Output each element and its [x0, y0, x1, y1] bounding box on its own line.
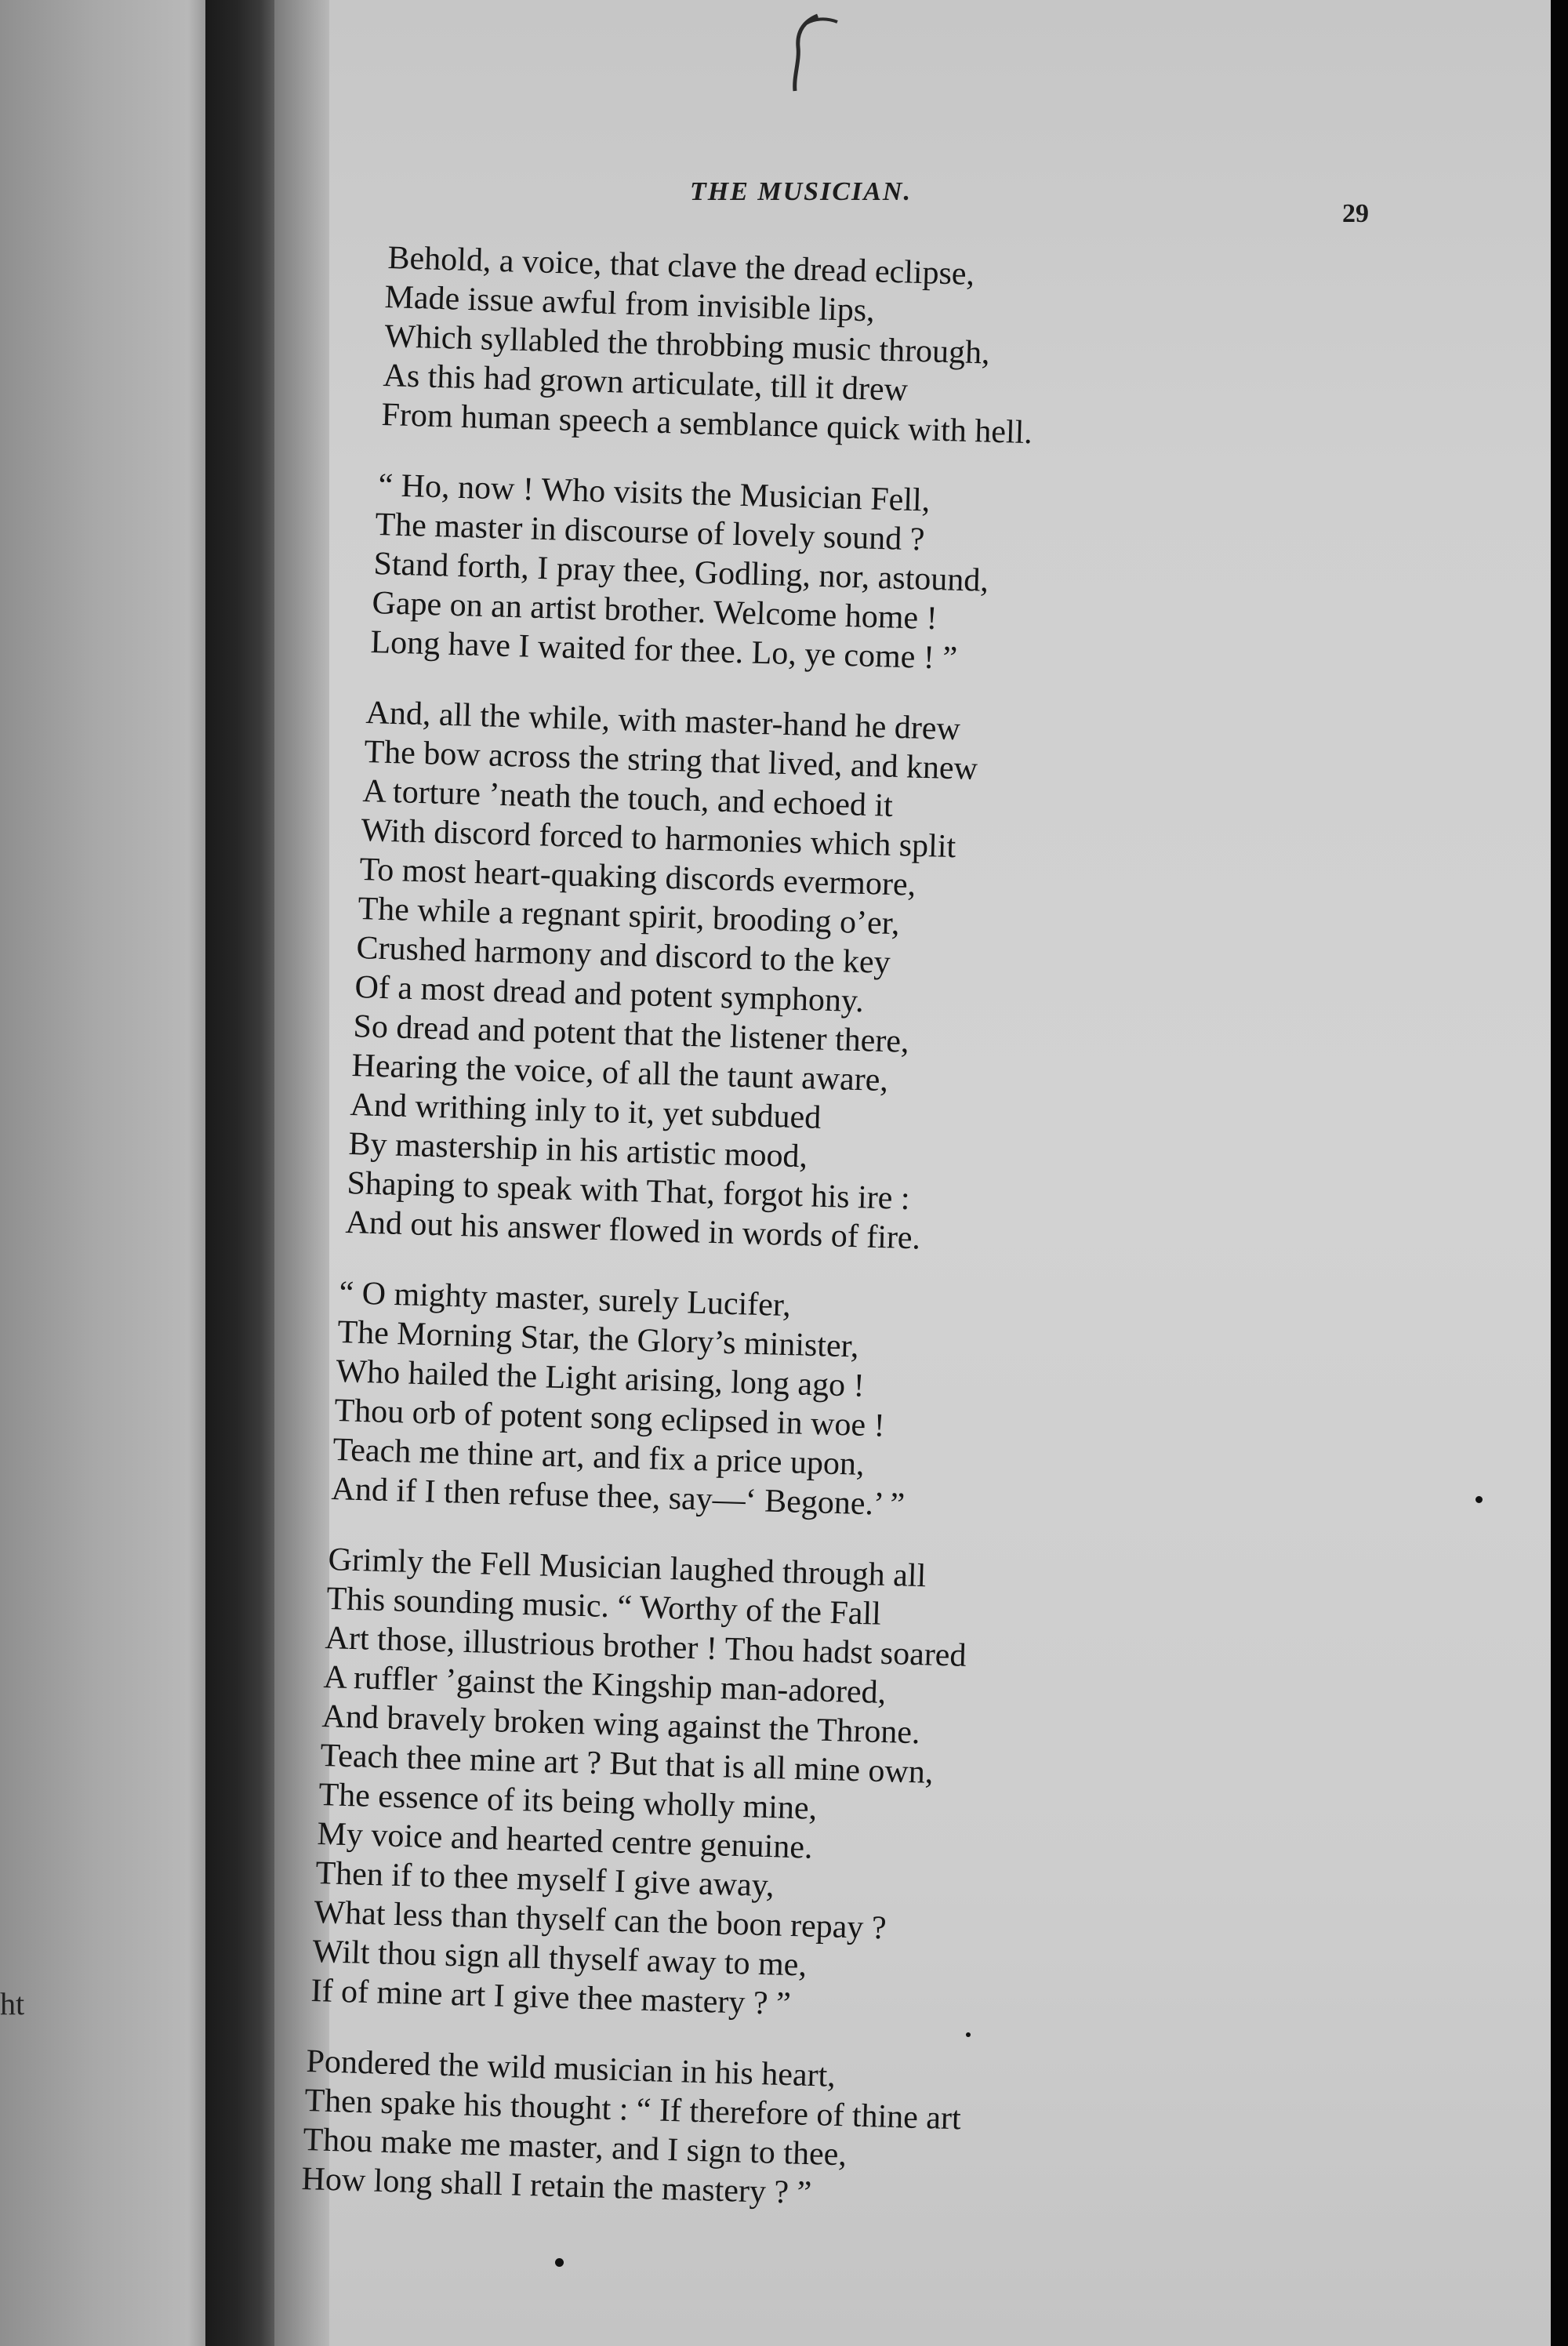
poem-line: The master in discourse of lovely sound ? [375, 507, 926, 558]
poem-line: Gape on an artist brother. Welcome home ! [372, 585, 938, 637]
poem-line: Shaping to speak with That, forgot his ire : [347, 1165, 911, 1218]
poem-line: “ Ho, now ! Who visits the Musician Fell, [378, 467, 931, 519]
poem-line: The essence of its being wholly mine, [318, 1777, 818, 1827]
poem-line: The while a regnant spirit, brooding o’er, [358, 891, 901, 942]
poem-line: Teach me thine art, and fix a price upon, [332, 1432, 866, 1483]
poem-line: Teach thee mine art ? But that is all mine own, [320, 1738, 934, 1791]
poem-line: Hearing the voice, of all the taunt aware, [351, 1048, 889, 1099]
poem-line: A ruffler ’gainst the Kingship man-adored, [323, 1659, 887, 1712]
poem-line: And out his answer flowed in words of fire. [345, 1204, 921, 1257]
poem-line: Pondered the wild musician in his heart, [306, 2043, 837, 2094]
paper-speck [966, 2032, 971, 2037]
poem-line: The bow across the string that lived, and knew [364, 734, 978, 787]
poem-line: Crushed harmony and discord to the key [356, 930, 891, 982]
poem-line: And if I then refuse thee, say—‘ Begone.’ ” [331, 1471, 906, 1523]
poem-line: Then spake his thought : “ If therefore of thine art [304, 2083, 962, 2137]
left-page-text-fragment: ht [0, 1986, 25, 2021]
poem-line: And bravely broken wing against the Throne. [321, 1698, 921, 1752]
poem-line: Art those, illustrious brother ! Thou hadst soared [325, 1620, 967, 1674]
poem-line: With discord forced to harmonies which split [361, 812, 956, 866]
poem-line: Long have I waited for thee. Lo, ye come ! ” [370, 624, 958, 677]
poem-line: My voice and hearted centre genuine. [317, 1816, 814, 1866]
poem-line: So dread and potent that the listener there, [353, 1008, 910, 1060]
poem-line: Thou make me master, and I sign to thee, [303, 2122, 848, 2174]
poem-line: By mastership in his artistic mood, [348, 1126, 808, 1175]
poem-line: And, all the while, with master-hand he drew [365, 695, 961, 748]
poem-line: How long shall I retain the mastery ? ” [301, 2161, 812, 2212]
poem-line: This sounding music. “ Worthy of the Fall [326, 1581, 882, 1632]
poem-line: And writhing inly to it, yet subdued [350, 1087, 822, 1136]
poem-line: A torture ’neath the touch, and echoed it [362, 773, 894, 824]
poem-line: Which syllabled the throbbing music through, [384, 318, 991, 372]
poem-line: Of a most dread and potent symphony. [354, 969, 865, 1020]
poem-line: As this had grown articulate, till it drew [383, 358, 909, 409]
poem-line: Then if to thee myself I give away, [315, 1855, 775, 1905]
poem-line: What less than thyself can the boon repay ? [314, 1894, 887, 1947]
poem-line: From human speech a semblance quick with hell. [381, 397, 1033, 452]
poem-line: The Morning Star, the Glory’s minister, [337, 1314, 860, 1365]
poem-line: Stand forth, I pray thee, Godling, nor, astound, [373, 546, 989, 599]
poem-line: Made issue awful from invisible lips, [384, 279, 876, 329]
poem-line: Who hailed the Light arising, long ago ! [336, 1353, 866, 1404]
running-head: THE MUSICIAN. [690, 177, 912, 206]
poem-line: Wilt thou sign all thyself away to me, [312, 1934, 808, 1984]
paper-speck [1475, 1496, 1483, 1503]
poem-line: “ O mighty master, surely Lucifer, [339, 1275, 792, 1324]
page-number: 29 [1342, 199, 1369, 228]
paper-speck [555, 2258, 564, 2267]
poem-line: Grimly the Fell Musician laughed through all [328, 1542, 927, 1595]
poem-line: Thou orb of potent song eclipsed in woe ! [334, 1393, 886, 1444]
poem-line: Behold, a voice, that clave the dread eclipse, [387, 240, 975, 292]
poem-line: To most heart-quaking discords evermore, [359, 852, 916, 903]
poem-line: If of mine art I give thee mastery ? ” [310, 1973, 792, 2023]
